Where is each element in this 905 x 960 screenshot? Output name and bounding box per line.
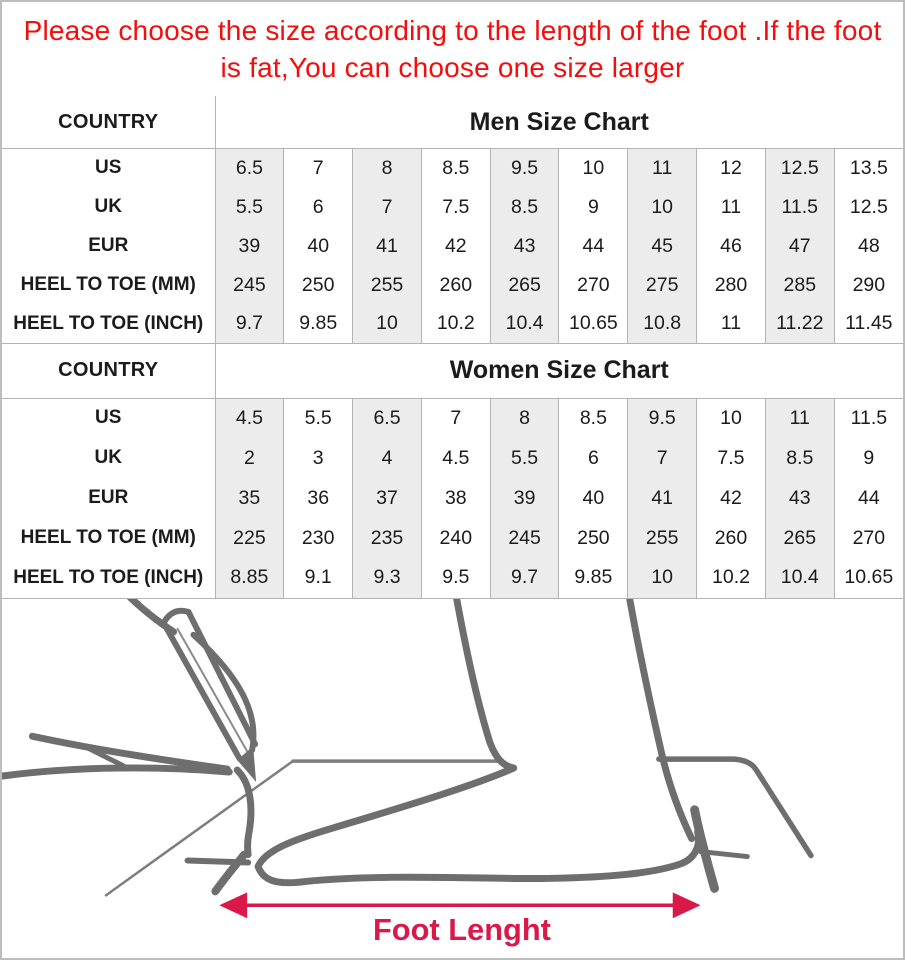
size-cell: 9.5 (421, 558, 490, 598)
size-cell: 7.5 (421, 188, 490, 227)
size-cell: 42 (697, 478, 766, 518)
size-cell: 275 (628, 266, 697, 305)
size-cell: 7 (421, 398, 490, 438)
grip-to-toe (237, 770, 251, 855)
size-cell: 8.5 (559, 398, 628, 438)
arrowhead-left (219, 892, 247, 918)
finger-line-1 (3, 767, 230, 775)
size-cell: 11.45 (834, 305, 903, 344)
row-label: HEEL TO TOE (INCH) (13, 566, 204, 588)
row-label: UK (94, 196, 122, 217)
size-cell: 41 (628, 478, 697, 518)
size-cell: 280 (697, 266, 766, 305)
size-cell: 10 (559, 149, 628, 188)
size-notice-line-2: is fat,You can choose one size larger (220, 52, 685, 83)
size-cell: 4.5 (215, 398, 284, 438)
size-cell: 255 (628, 518, 697, 558)
size-cell: 7 (628, 438, 697, 478)
size-cell: 265 (490, 266, 559, 305)
size-cell: 250 (559, 518, 628, 558)
size-cell: 240 (421, 518, 490, 558)
size-cell: 9.7 (215, 305, 284, 344)
size-cell: 10.4 (765, 558, 834, 598)
size-cell: 10 (353, 305, 422, 344)
size-cell: 8 (353, 149, 422, 188)
size-cell: 9.85 (559, 558, 628, 598)
size-cell: 10.4 (490, 305, 559, 344)
size-cell: 8.5 (765, 438, 834, 478)
size-cell: 260 (421, 266, 490, 305)
size-cell: 7.5 (697, 438, 766, 478)
size-cell: 255 (353, 266, 422, 305)
size-cell: 270 (559, 266, 628, 305)
size-cell: 2 (215, 438, 284, 478)
foot-measurement-illustration (2, 599, 903, 953)
toe-tick (187, 860, 248, 862)
size-cell: 11 (765, 398, 834, 438)
size-cell: 10.65 (559, 305, 628, 344)
size-cell: 10 (697, 398, 766, 438)
size-notice (2, 2, 903, 96)
size-cell: 245 (490, 518, 559, 558)
size-table-row (2, 188, 903, 227)
size-cell: 290 (834, 266, 903, 305)
size-cell: 10.2 (421, 305, 490, 344)
size-cell: 46 (697, 227, 766, 266)
size-cell: 11 (697, 188, 766, 227)
size-cell: 40 (284, 227, 353, 266)
foot-measurement-svg (2, 599, 903, 953)
size-table-row (2, 518, 903, 558)
size-cell: 3 (284, 438, 353, 478)
size-cell: 35 (215, 478, 284, 518)
size-cell: 36 (284, 478, 353, 518)
size-cell: 10.8 (628, 305, 697, 344)
size-cell: 10.2 (697, 558, 766, 598)
size-cell: 43 (490, 227, 559, 266)
country-header: COUNTRY (2, 96, 215, 149)
size-cell: 225 (215, 518, 284, 558)
size-cell: 6.5 (215, 149, 284, 188)
size-cell: 11.5 (765, 188, 834, 227)
size-cell: 42 (421, 227, 490, 266)
size-cell: 38 (421, 478, 490, 518)
arrowhead-right (673, 892, 701, 918)
men-table-title: Men Size Chart (215, 96, 903, 149)
size-cell: 10 (628, 558, 697, 598)
size-cell: 41 (353, 227, 422, 266)
women-table-title: Women Size Chart (215, 344, 903, 398)
size-table-row (2, 478, 903, 518)
size-cell: 7 (353, 188, 422, 227)
size-cell: 9.5 (628, 398, 697, 438)
size-cell: 12 (697, 149, 766, 188)
size-cell: 9 (559, 188, 628, 227)
size-cell: 230 (284, 518, 353, 558)
size-cell: 39 (215, 227, 284, 266)
row-label: EUR (88, 487, 129, 508)
size-cell: 40 (559, 478, 628, 518)
size-cell: 6 (284, 188, 353, 227)
size-cell: 265 (765, 518, 834, 558)
size-cell: 250 (284, 266, 353, 305)
country-header: COUNTRY (2, 344, 215, 398)
row-label: HEEL TO TOE (MM) (20, 527, 196, 548)
size-cell: 11 (628, 149, 697, 188)
size-cell: 44 (834, 478, 903, 518)
row-label: US (95, 157, 122, 179)
size-cell: 245 (215, 266, 284, 305)
size-cell: 11.22 (765, 305, 834, 344)
size-cell: 11.5 (834, 398, 903, 438)
size-table-row (2, 558, 903, 598)
size-cell: 9.7 (490, 558, 559, 598)
size-cell: 5.5 (215, 188, 284, 227)
size-cell: 44 (559, 227, 628, 266)
size-cell: 43 (765, 478, 834, 518)
size-table-row (2, 305, 903, 344)
size-table-row (2, 438, 903, 478)
size-cell: 285 (765, 266, 834, 305)
size-cell: 37 (353, 478, 422, 518)
size-table-row (2, 266, 903, 305)
size-table-row (2, 398, 903, 438)
size-cell: 39 (490, 478, 559, 518)
size-cell: 9.85 (284, 305, 353, 344)
size-cell: 9.5 (490, 149, 559, 188)
size-cell: 10.65 (834, 558, 903, 598)
size-cell: 4 (353, 438, 422, 478)
size-cell: 6 (559, 438, 628, 478)
size-cell: 7 (284, 149, 353, 188)
finger-line-2 (32, 736, 227, 769)
size-cell: 8.85 (215, 558, 284, 598)
size-cell: 9.3 (353, 558, 422, 598)
pencil-top-cap (164, 610, 189, 622)
size-cell: 10 (628, 188, 697, 227)
size-cell: 260 (697, 518, 766, 558)
size-cell: 9 (834, 438, 903, 478)
front-shin-line (456, 599, 514, 768)
row-label: EUR (88, 235, 129, 256)
foot-outline (258, 768, 698, 883)
back-leg-line (629, 599, 692, 839)
size-cell: 12.5 (765, 149, 834, 188)
size-table-row (2, 227, 903, 266)
size-cell: 5.5 (284, 398, 353, 438)
size-cell: 13.5 (834, 149, 903, 188)
row-label: US (95, 407, 122, 429)
row-label: HEEL TO TOE (MM) (20, 274, 196, 295)
foot-length-label: Foot Lenght (372, 911, 551, 947)
size-table-row (2, 149, 903, 188)
women-size-chart-table (2, 344, 903, 599)
size-cell: 270 (834, 518, 903, 558)
size-cell: 12.5 (834, 188, 903, 227)
size-cell: 11 (697, 305, 766, 344)
size-cell: 9.1 (284, 558, 353, 598)
size-notice-line-1: Please choose the size according to the length of the foot .If the foot (23, 15, 882, 46)
size-cell: 6.5 (353, 398, 422, 438)
size-cell: 4.5 (421, 438, 490, 478)
size-cell: 48 (834, 227, 903, 266)
row-label: UK (94, 447, 122, 468)
size-cell: 8 (490, 398, 559, 438)
size-cell: 45 (628, 227, 697, 266)
size-cell: 5.5 (490, 438, 559, 478)
size-cell: 8.5 (421, 149, 490, 188)
men-size-chart-table (2, 96, 903, 344)
size-cell: 47 (765, 227, 834, 266)
row-label: HEEL TO TOE (INCH) (13, 312, 204, 334)
size-cell: 8.5 (490, 188, 559, 227)
size-cell: 235 (353, 518, 422, 558)
